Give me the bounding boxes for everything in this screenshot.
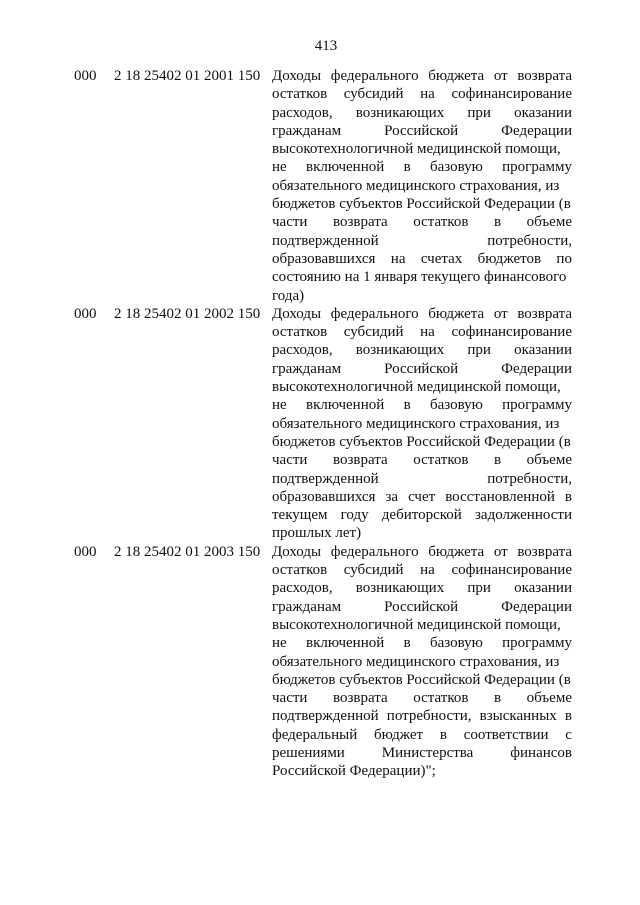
description-line: остатков субсидий на софинансирование [272,562,572,579]
income-description [272,67,572,305]
table-row [74,543,574,781]
description-line: обязательного медицинского страхования, из [272,653,560,670]
admin-code: 000 [74,543,97,560]
budget-codes-table [74,67,574,781]
description-line: обязательного медицинского страхования, из [272,177,560,194]
description-line: части возврата остатков в объеме [272,214,572,231]
table-row [74,67,574,305]
table-row [74,305,574,543]
description-line: расходов, возникающих при оказании [272,342,572,359]
description-line: Российской Федерации)"; [272,763,436,780]
income-description [272,305,572,543]
page-number: 413 [314,38,338,54]
description-line: не включенной в базовую программу [272,635,572,652]
description-line: части возврата остатков в объеме [272,690,572,707]
description-line: не включенной в базовую программу [272,397,572,414]
description-line: бюджетов субъектов Российской Федерации (в [272,433,571,450]
kbk-code: 2 18 25402 01 2002 150 [114,305,261,322]
description-line: расходов, возникающих при оказании [272,104,572,121]
description-line: высокотехнологичной медицинской помощи, [272,141,561,158]
admin-code: 000 [74,305,97,322]
description-line: федеральный бюджет в соответствии с [272,726,572,743]
kbk-code: 2 18 25402 01 2003 150 [114,543,261,560]
description-line: подтвержденной потребности, [272,470,572,487]
description-line: обязательного медицинского страхования, из [272,415,560,432]
description-line: бюджетов субъектов Российской Федерации (в [272,671,571,688]
description-line: решениями Министерства финансов [272,744,572,761]
description-line: остатков субсидий на софинансирование [272,324,572,341]
description-line: гражданам Российской Федерации [272,122,572,139]
description-line: части возврата остатков в объеме [272,452,572,469]
description-line: гражданам Российской Федерации [272,360,572,377]
description-line: подтвержденной потребности, [272,232,572,249]
description-line: образовавшихся за счет восстановленной в [272,488,572,505]
description-line: Доходы федерального бюджета от возврата [272,68,572,84]
description-line: образовавшихся на счетах бюджетов по [272,250,572,267]
description-line: состоянию на 1 января текущего финансового [272,269,567,286]
description-line: прошлых лет) [272,525,362,542]
description-line: не включенной в базовую программу [272,159,572,176]
description-line: расходов, возникающих при оказании [272,580,572,597]
description-line: высокотехнологичной медицинской помощи, [272,379,561,396]
description-line: Доходы федерального бюджета от возврата [272,305,572,322]
kbk-code: 2 18 25402 01 2001 150 [114,68,261,84]
description-line: высокотехнологичной медицинской помощи, [272,616,561,633]
description-line: текущем году дебиторской задолженности [272,507,572,524]
description-line: гражданам Российской Федерации [272,598,572,615]
description-line: подтвержденной потребности, взысканных в [272,708,572,725]
description-line: бюджетов субъектов Российской Федерации (в [272,196,571,213]
description-line: года) [272,287,305,304]
description-line: Доходы федерального бюджета от возврата [272,543,572,560]
description-line: остатков субсидий на софинансирование [272,86,572,103]
admin-code: 000 [74,68,97,84]
income-description [272,543,572,781]
